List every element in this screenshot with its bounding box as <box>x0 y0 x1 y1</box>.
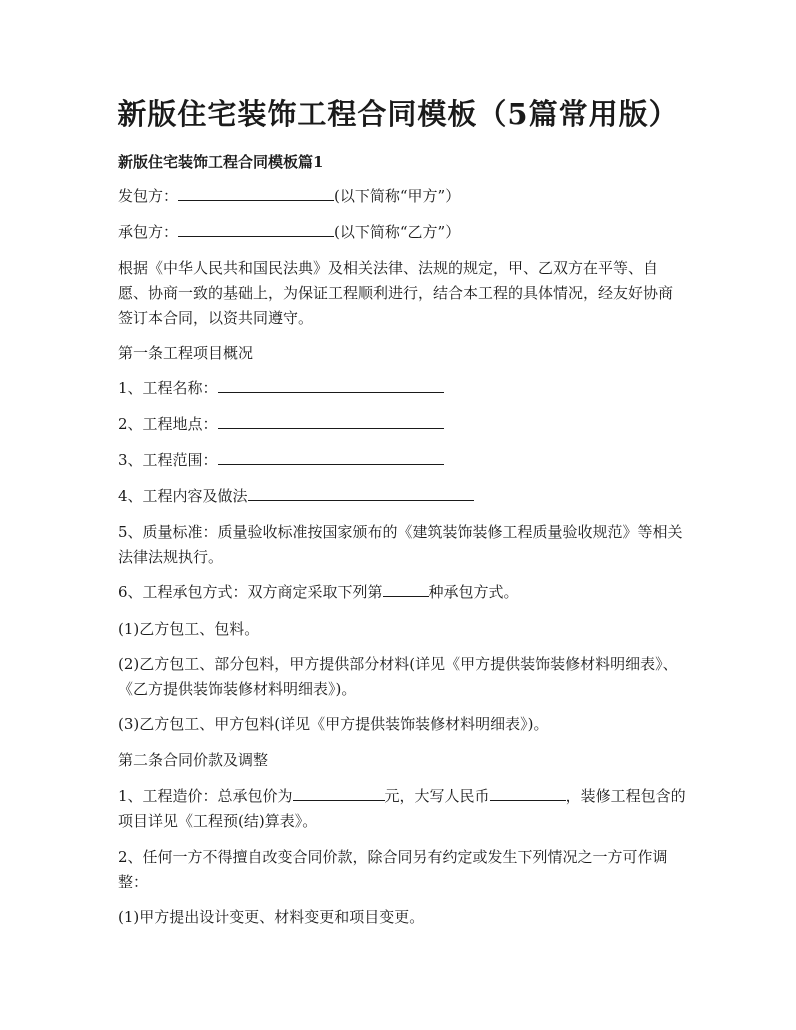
article1-option1: (1)乙方包工、包料。 <box>118 620 260 638</box>
item2-label: 2、工程地点： <box>118 415 218 433</box>
item6-post: 种承包方式。 <box>428 583 519 601</box>
preamble-paragraph: 根据《中华人民共和国民法典》及相关法律、法规的规定，甲、乙双方在平等、自愿、协商一致的基础上，为保证工程顺利进行，结合本工程的具体情况，经友好协商签订本合同，以资共同遵守。 <box>118 259 674 327</box>
item1-label: 1、工程名称： <box>118 379 218 397</box>
article1-item1 <box>118 376 686 401</box>
article2-item1 <box>118 784 686 834</box>
article2-heading: 第二条合同价款及调整 <box>118 751 269 769</box>
price-tail: ，装修工程包含的项目详见《工程预(结)算表》。 <box>118 787 686 830</box>
article1-item5: 5、质量标准：质量验收标准按国家颁布的《建筑装饰装修工程质量验收规范》等相关法律法规执行。 <box>118 523 683 566</box>
item6-pre: 6、工程承包方式：双方商定采取下列第 <box>118 583 383 601</box>
party-a-label: 发包方： <box>118 187 179 205</box>
party-a-suffix: (以下简称“甲方”） <box>334 187 461 205</box>
article2-sub1: (1)甲方提出设计变更、材料变更和项目变更。 <box>118 908 425 926</box>
price-rmb-label: 元，大写人民币 <box>384 787 490 805</box>
project-content-blank <box>248 486 474 501</box>
party-b-suffix: (以下简称“乙方”） <box>334 223 461 241</box>
party-a-line <box>118 184 686 209</box>
article1-item2 <box>118 412 686 437</box>
article1-heading: 第一条工程项目概况 <box>118 344 254 362</box>
article1-item4 <box>118 484 686 509</box>
item4-label: 4、工程内容及做法 <box>118 487 248 505</box>
party-b-label: 承包方： <box>118 223 179 241</box>
article1-item6 <box>118 580 686 605</box>
price-label: 1、工程造价：总承包价为 <box>118 787 293 805</box>
section-heading: 新版住宅装饰工程合同模板篇1 <box>118 153 324 171</box>
total-price-blank <box>293 786 385 801</box>
price-rmb-blank <box>490 786 566 801</box>
document-title: 新版住宅装饰工程合同模板（5篇常用版） <box>117 97 679 131</box>
project-scope-blank <box>218 450 444 465</box>
contract-mode-blank <box>383 582 429 597</box>
party-b-line <box>118 220 686 245</box>
article1-option2: (2)乙方包工、部分包料，甲方提供部分材料(详见《甲方提供装饰装修材料明细表》、《乙方提供装饰装修材料明细表》)。 <box>118 655 678 698</box>
project-name-blank <box>218 378 444 393</box>
article1-item3 <box>118 448 686 473</box>
article1-option3: (3)乙方包工、甲方包料(详见《甲方提供装饰装修材料明细表》)。 <box>118 715 549 733</box>
party-a-blank <box>178 186 334 201</box>
project-location-blank <box>218 414 444 429</box>
party-b-blank <box>178 222 334 237</box>
item3-label: 3、工程范围： <box>118 451 218 469</box>
article2-item2: 2、任何一方不得擅自改变合同价款，除合同另有约定或发生下列情况之一方可作调整： <box>118 848 668 891</box>
